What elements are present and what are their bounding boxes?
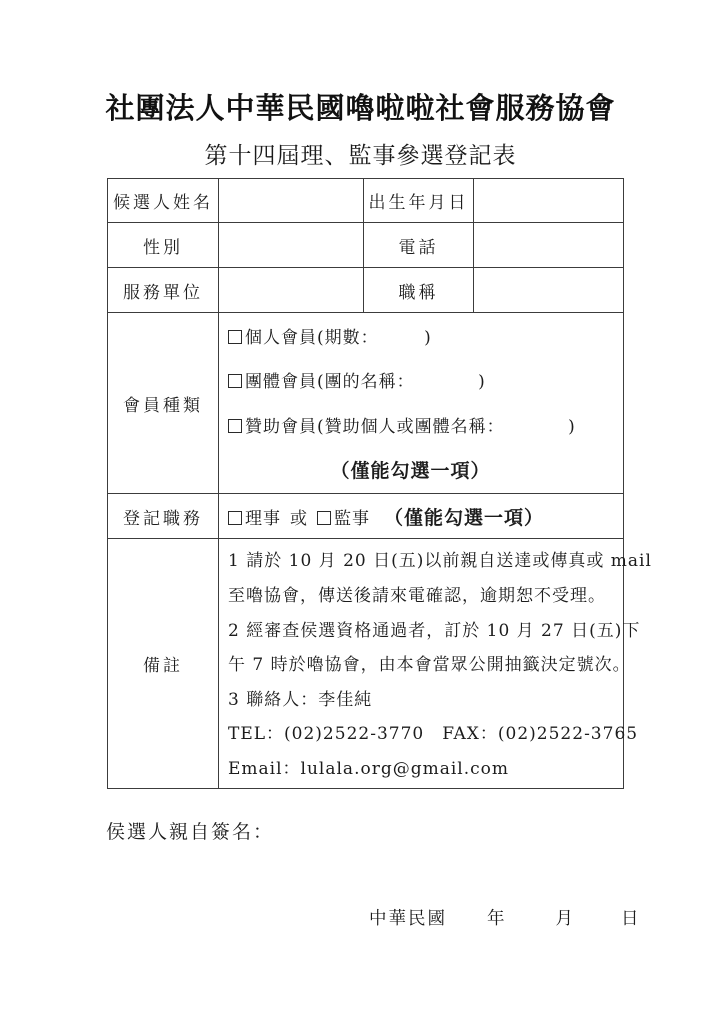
member-type-cell	[219, 313, 624, 494]
member-type-row	[108, 313, 624, 494]
label-remarks: 備註	[108, 539, 219, 789]
label-candidate-name: 候選人姓名	[108, 179, 219, 223]
checkbox-icon[interactable]	[228, 419, 242, 433]
label-gender: 性別	[108, 223, 219, 268]
service-unit-value-cell	[219, 268, 364, 313]
label-birth-date: 出生年月日	[364, 179, 474, 223]
date-year-label: 年	[487, 909, 507, 929]
checkbox-icon[interactable]	[228, 511, 242, 525]
date-month-label: 月	[555, 909, 575, 929]
member-option-label: 團體會員(團的名稱： )	[245, 372, 486, 393]
member-option-group	[228, 367, 623, 392]
remarks-cell	[219, 539, 652, 789]
remark-line: 至嚕協會，傳送後請來電確認，逾期恕不受理。	[228, 586, 606, 607]
page-title: 社團法人中華民國嚕啦啦社會服務協會	[105, 91, 616, 125]
member-only-one-note: （僅能勾選一項）	[330, 460, 491, 483]
remark-line: 午 7 時於嚕協會，由本會當眾公開抽籤決定號次。	[228, 655, 631, 676]
phone-value-cell	[474, 223, 624, 268]
table-row	[108, 179, 624, 223]
position-option-supervisor: 監事	[334, 508, 370, 529]
date-day-label: 日	[621, 909, 641, 929]
date-line	[369, 905, 641, 930]
checkbox-icon[interactable]	[228, 374, 242, 388]
position-separator: 或	[290, 508, 308, 529]
table-row	[108, 268, 624, 313]
remark-line: 1 請於 10 月 20 日(五)以前親自送達或傳真或 mail	[228, 551, 652, 572]
remark-line: 2 經審查侯選資格通過者，訂於 10 月 27 日(五)下	[228, 620, 641, 641]
member-option-label: 個人會員(期數： )	[245, 327, 432, 348]
checkbox-icon[interactable]	[228, 330, 242, 344]
remark-line: 3 聯絡人：李佳純	[228, 689, 373, 710]
member-option-sponsor	[228, 412, 623, 437]
label-service-unit: 服務單位	[108, 268, 219, 313]
remarks-row	[108, 539, 624, 789]
birth-date-value-cell	[474, 179, 624, 223]
member-option-individual	[228, 323, 623, 348]
remark-line: TEL：(02)2522-3770 FAX：(02)2522-3765	[228, 724, 639, 745]
member-option-label: 贊助會員(贊助個人或團體名稱： )	[245, 416, 576, 437]
position-cell	[219, 494, 624, 539]
position-row	[108, 494, 624, 539]
label-phone: 電話	[364, 223, 474, 268]
signature-label: 侯選人親自簽名：	[106, 821, 275, 843]
remark-line: Email：lulala.org@gmail.com	[228, 758, 510, 779]
position-only-one-note: （僅能勾選一項）	[384, 506, 545, 529]
gender-value-cell	[219, 223, 364, 268]
page-subtitle: 第十四屆理、監事參選登記表	[204, 143, 517, 169]
registration-table	[107, 178, 652, 789]
position-option-director: 理事	[245, 508, 281, 529]
checkbox-icon[interactable]	[317, 511, 331, 525]
date-era-label: 中華民國	[369, 909, 447, 929]
job-title-value-cell	[474, 268, 624, 313]
label-registered-position: 登記職務	[108, 494, 219, 539]
label-job-title: 職稱	[364, 268, 474, 313]
candidate-name-value-cell	[219, 179, 364, 223]
table-row	[108, 223, 624, 268]
label-member-type: 會員種類	[108, 313, 219, 494]
